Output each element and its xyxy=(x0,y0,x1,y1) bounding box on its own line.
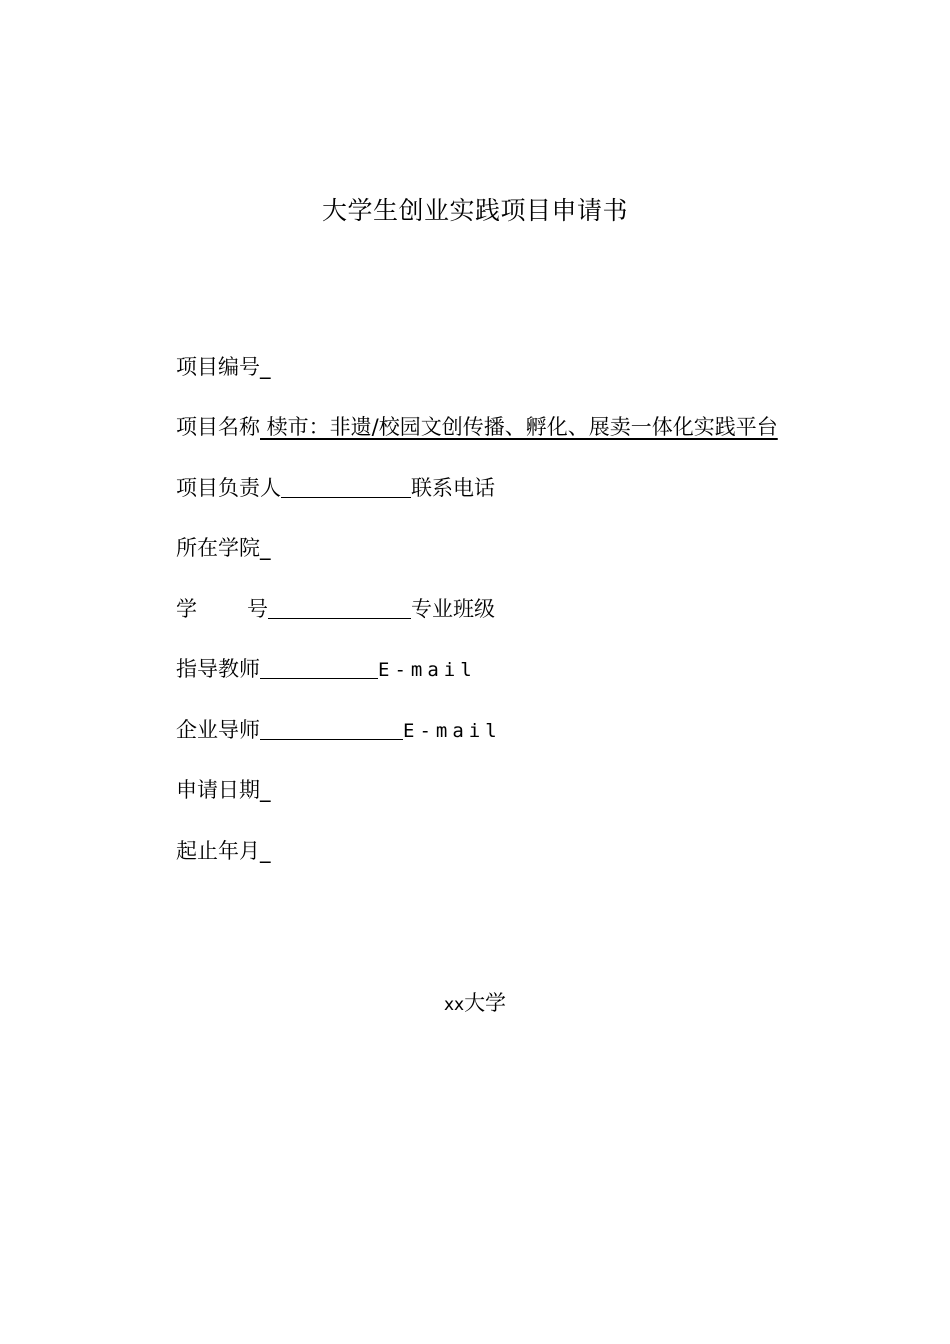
student-id-row xyxy=(176,594,495,624)
project-name-value[interactable]: 椟市：非遗/校园文创传播、孵化、展卖一体化实践平台 xyxy=(260,415,778,439)
advisor-email-label: E-mail xyxy=(378,659,477,681)
student-id-label-part2: 号 xyxy=(247,597,268,621)
major-class-label: 专业班级 xyxy=(411,597,495,621)
enterprise-mentor-row xyxy=(176,715,502,746)
project-name-row xyxy=(176,412,778,442)
project-name-label: 项目名称 xyxy=(176,415,260,439)
project-leader-row xyxy=(176,473,495,503)
student-id-field[interactable] xyxy=(268,596,411,619)
university-name xyxy=(0,988,950,1020)
application-date-row xyxy=(176,775,271,805)
project-leader-label: 项目负责人 xyxy=(176,476,281,500)
project-leader-field[interactable] xyxy=(281,475,411,498)
advisor-label: 指导教师 xyxy=(176,657,260,681)
advisor-field[interactable] xyxy=(260,656,378,679)
advisor-row xyxy=(176,654,477,685)
college-label: 所在学院_ xyxy=(176,536,271,560)
mentor-email-label: E-mail xyxy=(403,720,502,742)
enterprise-mentor-field[interactable] xyxy=(260,717,403,740)
enterprise-mentor-label: 企业导师 xyxy=(176,718,260,742)
application-date-label: 申请日期_ xyxy=(176,778,271,802)
contact-phone-label: 联系电话 xyxy=(411,476,495,500)
university-suffix: 大学 xyxy=(464,991,507,1015)
document-title: 大学生创业实践项目申请书 xyxy=(321,196,628,225)
university-prefix: xx xyxy=(443,995,465,1015)
period-label: 起止年月_ xyxy=(176,839,271,863)
project-number-row xyxy=(176,352,271,382)
project-number-label: 项目编号_ xyxy=(176,355,271,379)
student-id-label-part1: 学 xyxy=(176,597,197,621)
period-row xyxy=(176,836,271,866)
college-row xyxy=(176,533,271,563)
